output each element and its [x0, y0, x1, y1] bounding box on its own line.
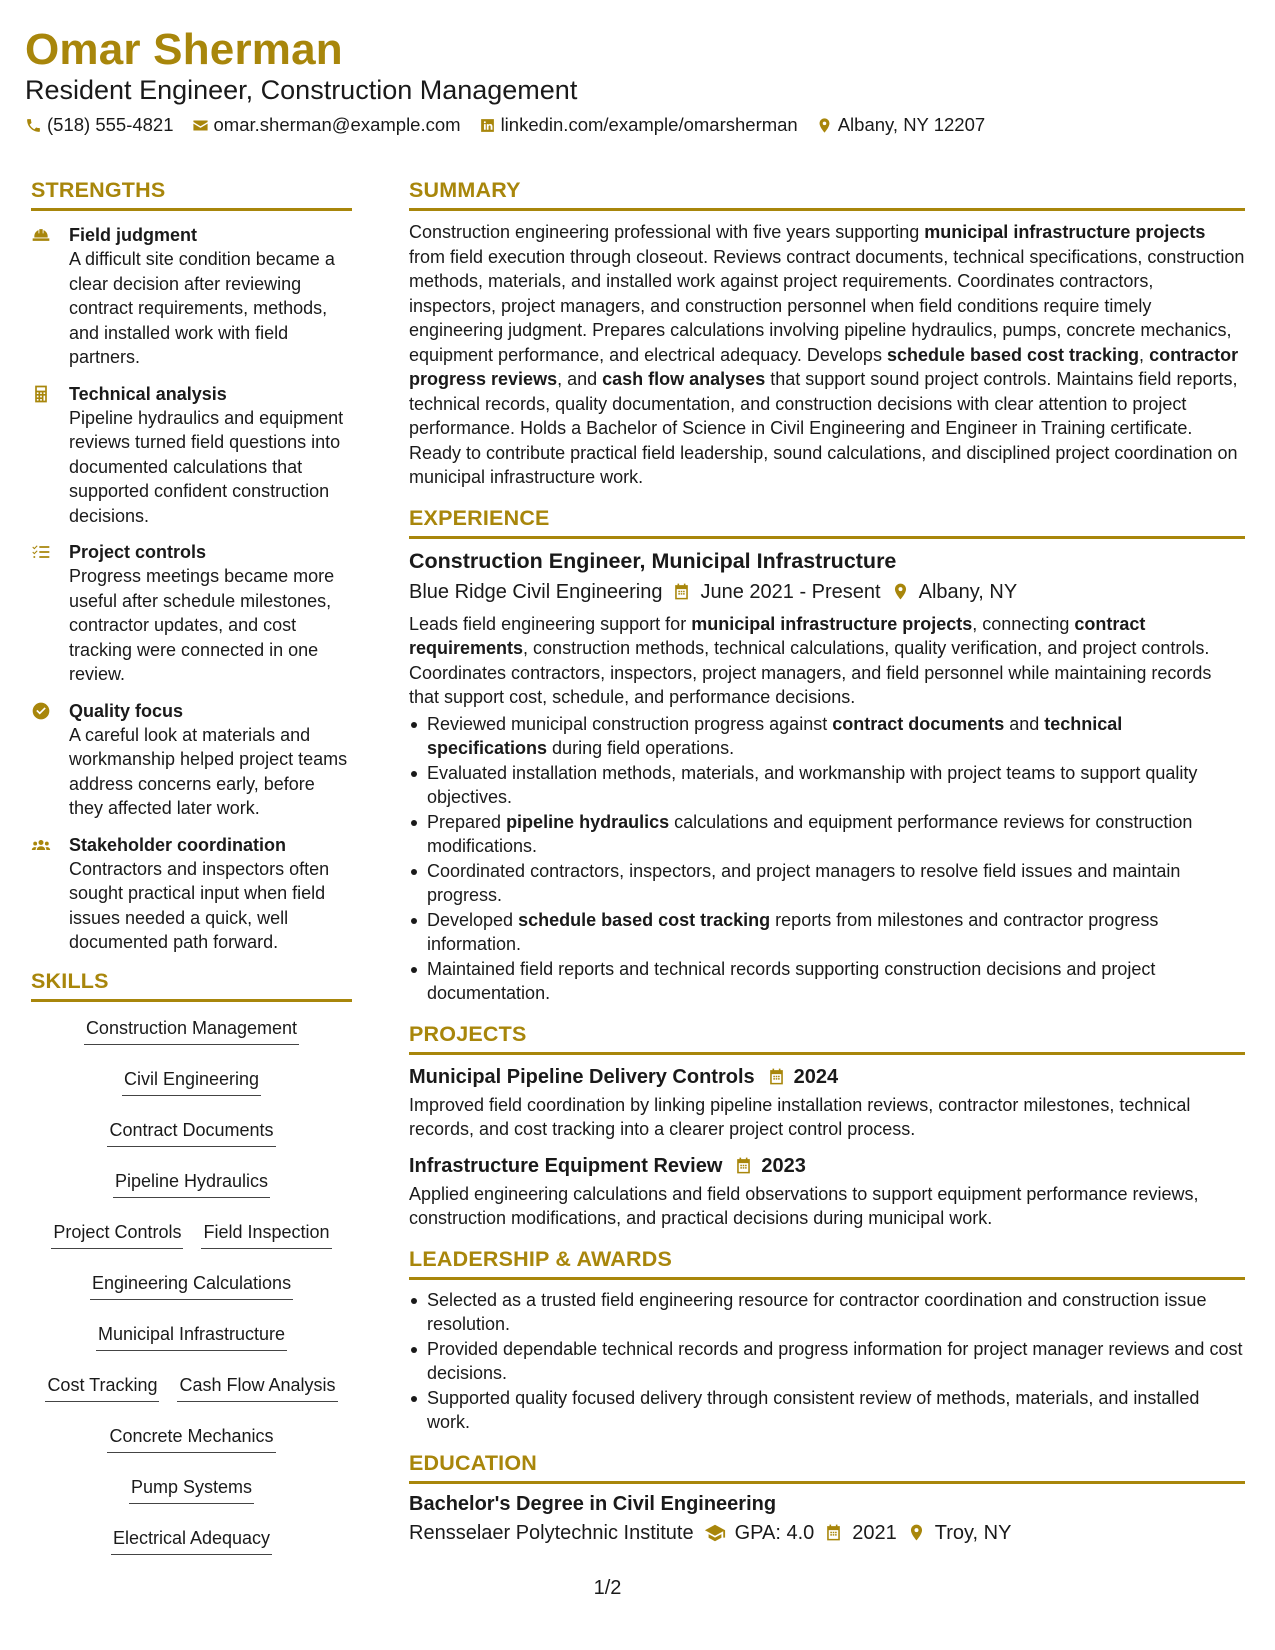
hard-hat-icon [31, 225, 51, 245]
calculator-icon [31, 384, 51, 404]
education-section [409, 1449, 1245, 1547]
skill-tag: Concrete Mechanics [107, 1424, 275, 1453]
calendar-icon [734, 1156, 753, 1175]
experience-heading: EXPERIENCE [409, 504, 1245, 539]
strength-title: Quality focus [69, 700, 184, 721]
list-item: Prepared pipeline hydraulics calculations and equipment performance reviews for construction modifications. [409, 810, 1245, 859]
skill-tag: Cost Tracking [45, 1373, 159, 1402]
project-title [409, 1152, 1245, 1180]
project-year: 2024 [793, 1065, 839, 1088]
left-column [31, 176, 352, 1555]
degree-title: Bachelor's Degree in Civil Engineering [409, 1492, 777, 1515]
skills-heading: SKILLS [31, 967, 352, 1002]
list-item: Evaluated installation methods, materials, and workmanship with project teams to support quality objectives. [409, 761, 1245, 810]
strength-item [31, 699, 352, 821]
skill-tag: Contract Documents [107, 1118, 275, 1147]
strength-description: Progress meetings became more useful after schedule milestones, contractor updates, and cost tracking were connected in one review. [69, 566, 335, 684]
job-dates: June 2021 - Present [700, 580, 881, 603]
calendar-icon [672, 582, 691, 601]
skill-tag: Pump Systems [129, 1475, 254, 1504]
list-item: Coordinated contractors, inspectors, and project managers to resolve field issues and maintain progress. [409, 859, 1245, 908]
check-circle-icon [31, 701, 51, 721]
strength-item [31, 833, 352, 955]
candidate-headline: Resident Engineer, Construction Management [25, 75, 578, 105]
contact-email[interactable] [192, 113, 461, 137]
list-check-icon [31, 542, 51, 562]
right-column [409, 176, 1245, 1547]
leadership-section [409, 1245, 1245, 1435]
list-item: Supported quality focused delivery through consistent review of methods, materials, and installed work. [409, 1386, 1245, 1435]
school-location: Troy, NY [934, 1521, 1012, 1544]
list-item: Maintained field reports and technical records supporting construction decisions and project documentation. [409, 957, 1245, 1006]
list-item: Provided dependable technical records and progress information for project manager reviews and cost decisions. [409, 1337, 1245, 1386]
phone-icon [25, 117, 42, 134]
job-title: Construction Engineer, Municipal Infrastructure [409, 548, 897, 573]
list-item: Developed schedule based cost tracking reports from milestones and contractor progress information. [409, 908, 1245, 957]
graduation-year: 2021 [852, 1521, 897, 1544]
phone-text: (518) 555-4821 [47, 114, 174, 135]
skill-tag: Project Controls [51, 1220, 183, 1249]
strength-title: Technical analysis [69, 383, 227, 404]
skill-tag: Civil Engineering [122, 1067, 261, 1096]
strength-description: A careful look at materials and workmanship helped project teams address concerns early, before they affected later work. [69, 724, 348, 818]
project-description: Applied engineering calculations and field observations to support equipment performance reviews, construction modifications, and practical decisions during municipal work. [409, 1183, 1199, 1228]
skill-tag: Cash Flow Analysis [177, 1373, 337, 1402]
list-item: Reviewed municipal construction progress against contract documents and technical specifications during field operations. [409, 712, 1245, 761]
map-pin-icon [891, 582, 910, 601]
skill-tag: Construction Management [84, 1016, 299, 1045]
map-pin-icon [907, 1523, 926, 1542]
project-year: 2023 [761, 1154, 806, 1177]
strength-description: Contractors and inspectors often sought practical input when field issues needed a quick, well documented path forward. [69, 858, 330, 952]
education-meta [409, 1519, 1245, 1547]
users-icon [31, 835, 51, 855]
strength-title: Field judgment [69, 225, 197, 245]
projects-heading: PROJECTS [409, 1020, 1245, 1055]
company-name: Blue Ridge Civil Engineering [409, 580, 663, 603]
summary-text: Construction engineering professional with five years supporting municipal infrastructure projects from field execution through closeout. Reviews contract documents, technical specifications, construction methods, materials, and installed work against project requirements. Coordinates contractors, inspectors, project managers, and construction personnel when field conditions require timely engineering judgment. Prepares calculations involving pipeline hydraulics, pumps, concrete mechanics, equipment performance, and electrical adequacy. Develops schedule based cost tracking, contractor progress reviews, and cash flow analyses that support sound project controls. Maintains field reports, technical records, quality documentation, and construction decisions with clear attention to project performance. Holds a Bachelor of Science in Civil Engineering and Engineer in Training certificate. Ready to contribute practical field leadership, sound calculations, and disciplined project coordination on municipal infrastructure work. [409, 222, 1245, 487]
strengths-list [31, 223, 352, 955]
contact-linkedin[interactable] [479, 113, 798, 137]
project-name: Infrastructure Equipment Review [409, 1154, 723, 1177]
linkedin-icon [479, 117, 496, 134]
calendar-icon [824, 1523, 843, 1542]
skills-list [31, 1016, 352, 1555]
project-title [409, 1063, 1245, 1091]
calendar-icon [767, 1067, 786, 1086]
strength-title: Project controls [69, 542, 207, 562]
envelope-icon [192, 117, 209, 134]
email-link[interactable]: omar.sherman@example.com [213, 114, 461, 135]
skill-tag: Municipal Infrastructure [96, 1322, 287, 1351]
candidate-name: Omar Sherman [25, 25, 343, 74]
project-name: Municipal Pipeline Delivery Controls [409, 1065, 755, 1088]
skills-section [31, 967, 352, 1555]
skill-tag: Electrical Adequacy [111, 1526, 272, 1555]
strength-item [31, 382, 352, 529]
strength-description: Pipeline hydraulics and equipment reviews turned field questions into documented calculations that supported confident construction decisions. [69, 407, 344, 526]
school-name: Rensselaer Polytechnic Institute [409, 1521, 694, 1544]
job-location: Albany, NY [918, 580, 1018, 603]
contact-location [816, 113, 985, 137]
skill-tag: Engineering Calculations [90, 1271, 293, 1300]
strength-description: A difficult site condition became a clear decision after reviewing contract requirements, methods, and installed work with field partners. [69, 249, 335, 367]
experience-section [409, 504, 1245, 1006]
leadership-heading: LEADERSHIP & AWARDS [409, 1245, 1245, 1280]
map-pin-icon [816, 117, 833, 134]
gpa-text: GPA: 4.0 [734, 1521, 815, 1544]
education-heading: EDUCATION [409, 1449, 1245, 1484]
list-item: Selected as a trusted field engineering resource for contractor coordination and construction issue resolution. [409, 1288, 1245, 1337]
strength-title: Stakeholder coordination [69, 834, 287, 855]
skill-tag: Pipeline Hydraulics [113, 1169, 270, 1198]
graduation-cap-icon [704, 1522, 726, 1544]
linkedin-link[interactable]: linkedin.com/example/omarsherman [500, 114, 798, 135]
job-intro: Leads field engineering support for municipal infrastructure projects, connecting contract requirements, construction methods, technical calculations, quality verification, and project controls. Coordinates contractors, inspectors, project managers, and field personnel while maintaining records that support cost, schedule, and performance decisions. [409, 613, 1212, 707]
projects-section [409, 1020, 1245, 1231]
job-bullets [409, 712, 1245, 1006]
location-text: Albany, NY 12207 [837, 114, 986, 135]
page-number: 1/2 [593, 1577, 622, 1599]
contact-bar [25, 113, 1003, 137]
job-meta [409, 578, 1245, 606]
strength-item [31, 540, 352, 687]
strength-item [31, 223, 352, 370]
summary-heading: SUMMARY [409, 176, 1245, 211]
contact-phone [25, 113, 174, 137]
skill-tag: Field Inspection [201, 1220, 331, 1249]
project-description: Improved field coordination by linking pipeline installation reviews, contractor milestones, technical records, and cost tracking into a clearer project control process. [409, 1094, 1191, 1139]
strengths-heading: STRENGTHS [31, 176, 352, 211]
leadership-list [409, 1288, 1245, 1435]
